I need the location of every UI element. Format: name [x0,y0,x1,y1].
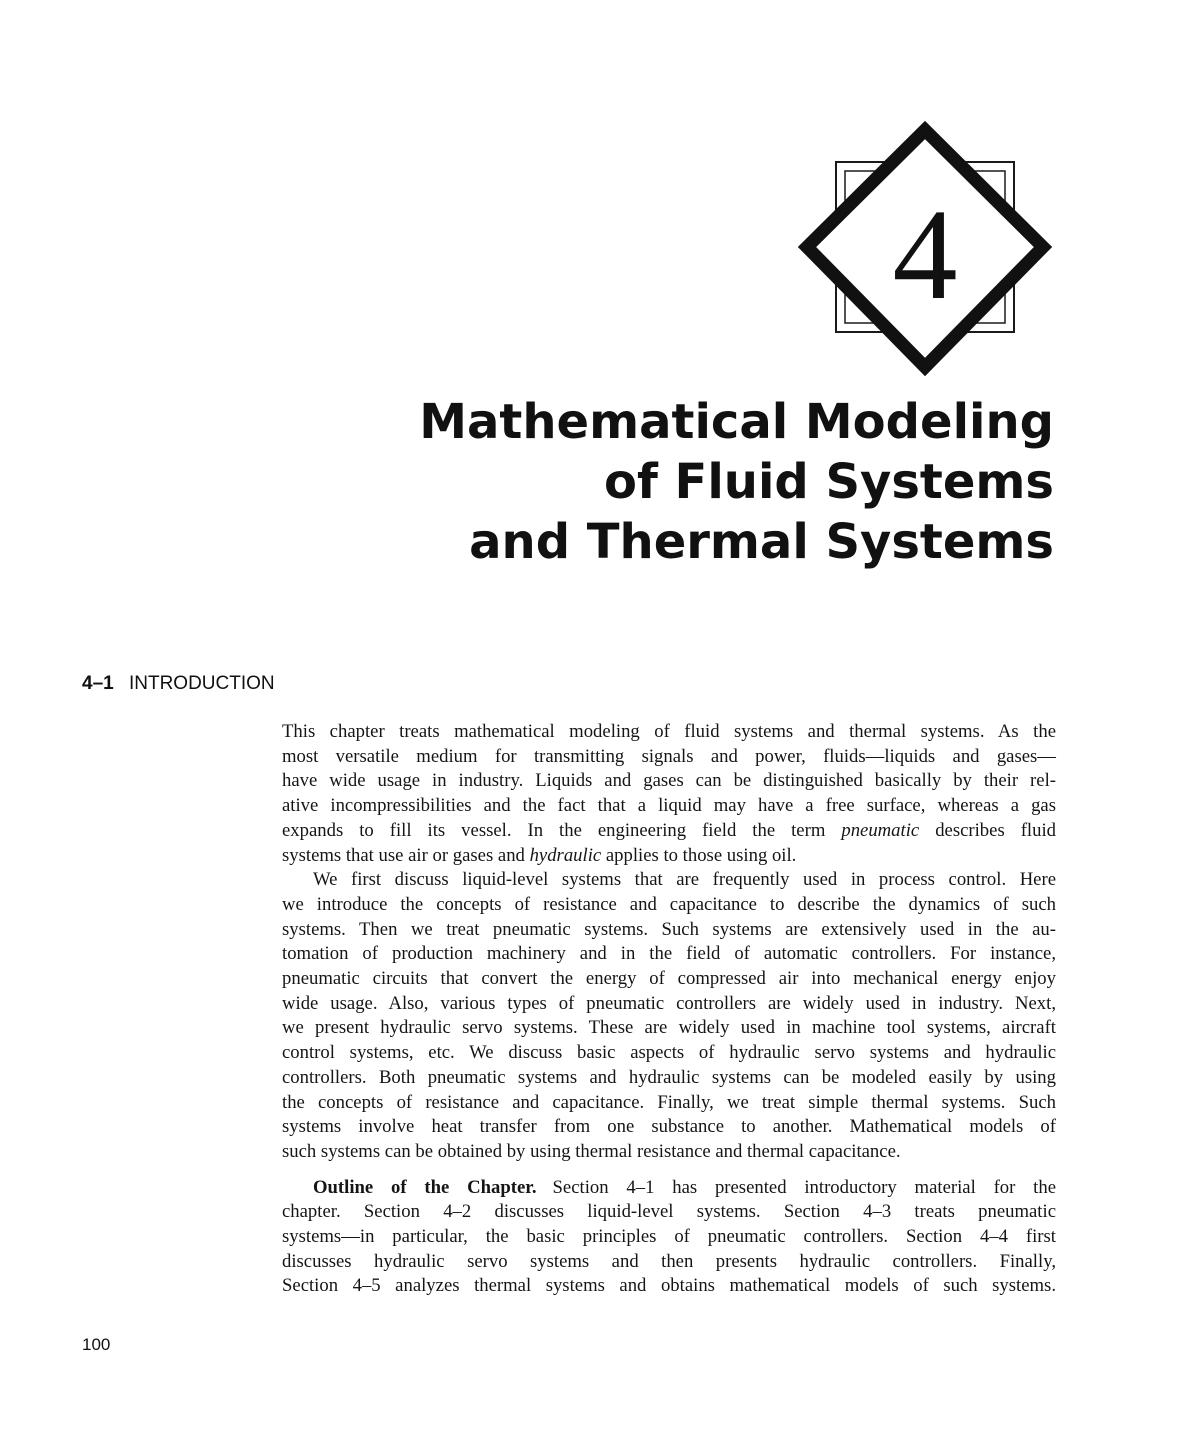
text-line: pneumatic circuits that convert the energy of compressed air into mechanical energy enjoy [282,968,1056,990]
section-heading [82,672,275,696]
paragraph-gap [282,1165,1056,1176]
text-line: control systems, etc. We discuss basic aspects of hydraulic servo systems and hydraulic [282,1042,1056,1064]
text-run: applies to those using oil. [601,844,797,866]
text-line: we introduce the concepts of resistance and capacitance to describe the dynamics of such [282,893,1056,915]
run-in-heading: Outline of the Chapter. [313,1176,537,1198]
chapter-title [354,392,1054,572]
emphasis-term: pneumatic [841,819,920,841]
paragraph [282,1176,1056,1300]
text-line: systems. Then we treat pneumatic systems. Such systems are extensively used in the au- [282,918,1056,940]
section-title: INTRODUCTION [128,673,275,694]
text-line: most versatile medium for transmitting signals and power, fluids—liquids and gases— [282,745,1056,767]
text-run: systems that use air or gases and [282,844,530,866]
text-line: have wide usage in industry. Liquids and gases can be distinguished basically by their rel- [282,770,1056,792]
chapter-title-line: Mathematical Modeling [419,394,1054,450]
text-line: This chapter treats mathematical modeling of fluid systems and thermal systems. As the [282,721,1056,742]
chapter-title-line: and Thermal Systems [469,514,1054,570]
text-line [282,844,1056,869]
text-line: chapter. Section 4–2 discusses liquid-level systems. Section 4–3 treats pneumatic [282,1201,1056,1223]
text-line: the concepts of resistance and capacitance. Finally, we treat simple thermal systems. Such [282,1091,1056,1113]
emphasis-term: hydraulic [529,844,602,866]
chapter-number: 4 [892,183,958,327]
text-run: describes fluid [919,819,1057,841]
text-line [282,819,1056,844]
text-line: tomation of production machinery and in the field of automatic controllers. For instance, [282,943,1056,965]
text-line: wide usage. Also, various types of pneumatic controllers are widely used in industry. Next, [282,992,1056,1014]
page-number: 100 [82,1335,111,1354]
chapter-title-line: of Fluid Systems [603,454,1054,510]
text-line [282,1176,1056,1201]
text-line: We first discuss liquid-level systems that are frequently used in process control. Here [313,869,1056,891]
text-run: expands to fill its vessel. In the engineering field the term [282,819,842,841]
text-line: we present hydraulic servo systems. These are widely used in machine tool systems, aircraft [282,1017,1056,1039]
text-line: Section 4–5 analyzes thermal systems and obtains mathematical models of such systems. [282,1275,1056,1297]
text-line: such systems can be obtained by using thermal resistance and thermal capacitance. [282,1140,901,1162]
paragraph [282,720,1056,868]
text-run: Section 4–1 has presented introductory material for the [552,1176,1057,1198]
body-text [282,720,1056,1299]
text-line: ative incompressibilities and the fact that a liquid may have a free surface, whereas a gas [282,795,1056,817]
text-line: systems—in particular, the basic principles of pneumatic controllers. Section 4–4 first [282,1226,1056,1248]
text-line: discusses hydraulic servo systems and then presents hydraulic controllers. Finally, [282,1250,1056,1272]
text-line: controllers. Both pneumatic systems and hydraulic systems can be modeled easily by using [282,1066,1056,1088]
section-number: 4–1 [82,673,114,694]
paragraph [282,868,1056,1164]
text-line: systems involve heat transfer from one substance to another. Mathematical models of [282,1116,1056,1138]
